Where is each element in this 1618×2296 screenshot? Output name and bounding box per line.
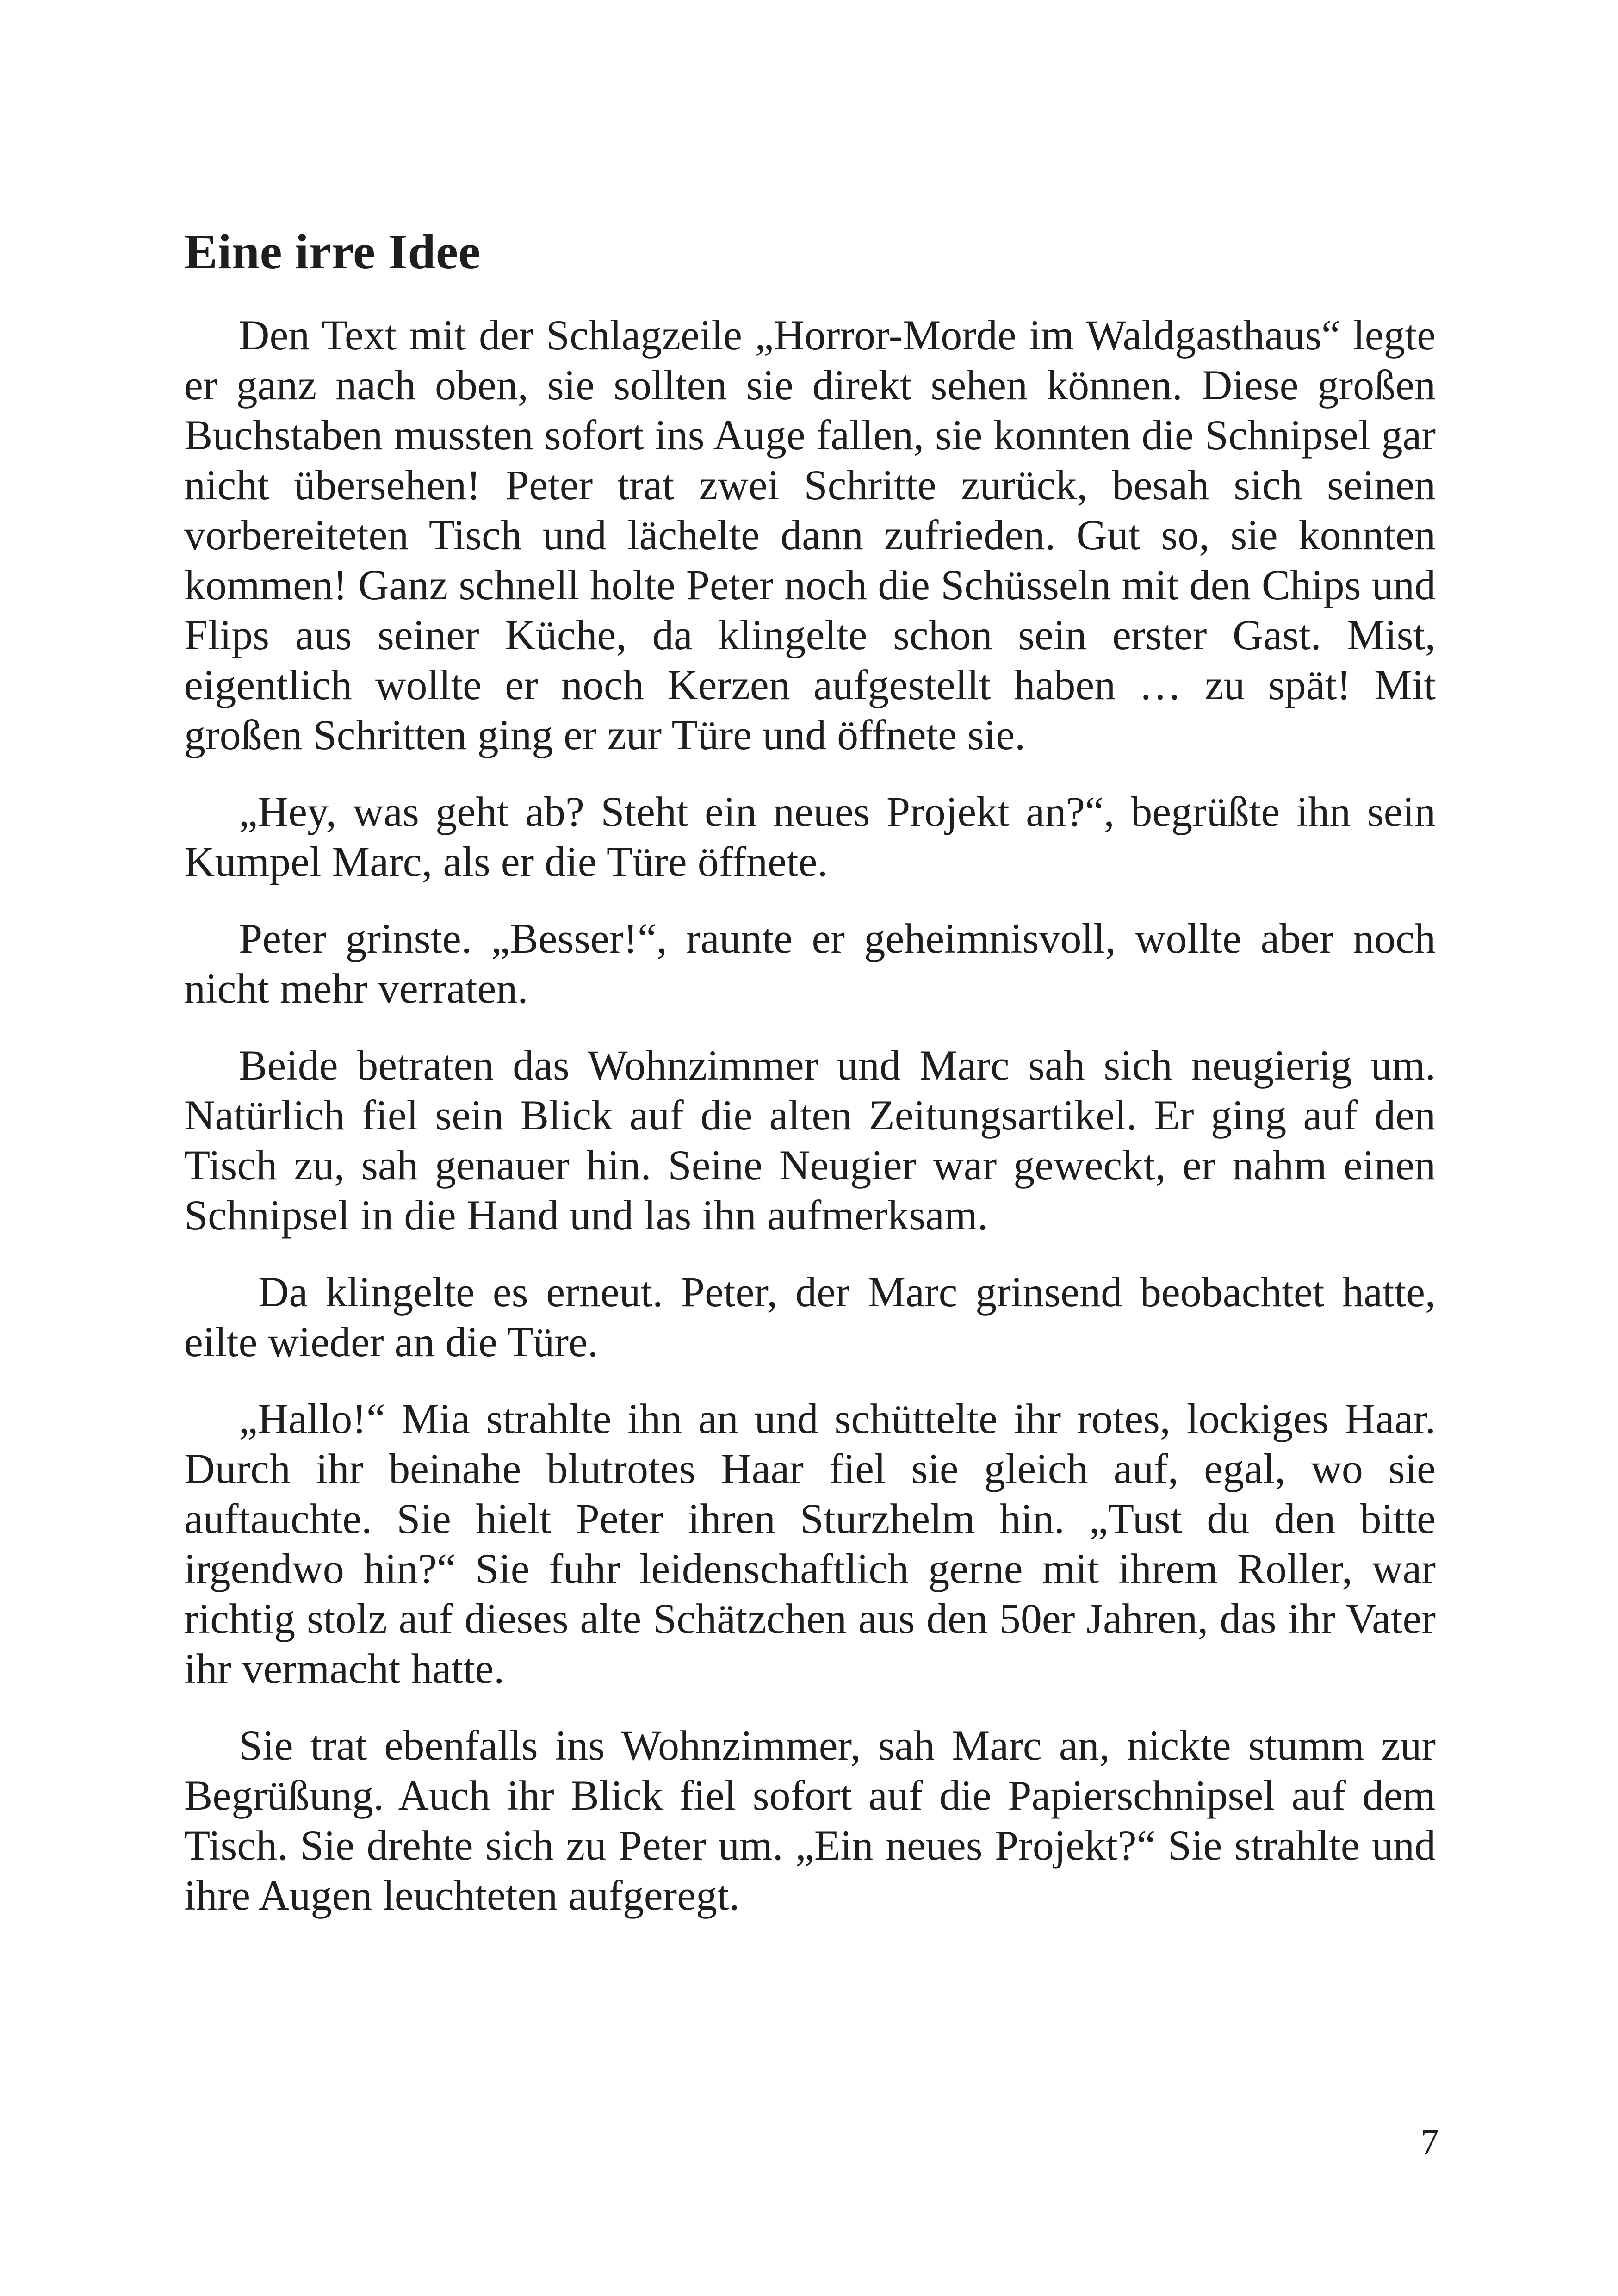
paragraph-1: Den Text mit der Schlagzeile „Horror-Morde im Waldgasthaus“ legte er ganz nach oben, sie sollten sie direkt sehen können. Diese großen Buchstaben mussten sofort ins Auge fallen, sie konnten die Schnipsel gar nicht übersehen! Peter trat zwei Schritte zurück, besah sich seinen vorbereiteten Tisch und lächelte dann zufrieden. Gut so, sie konnten kommen! Ganz schnell holte Peter noch die Schüsseln mit den Chips und Flips aus seiner Küche, da klingelte schon sein erster Gast. Mist, eigentlich wollte er noch Kerzen aufgestellt haben … zu spät! Mit großen Schritten ging er zur Türe und öffnete sie. (184, 311, 1436, 758)
chapter-title: Eine irre Idee (184, 224, 481, 279)
paragraph-4: Beide betraten das Wohnzimmer und Marc sah sich neugierig um. Natürlich fiel sein Blick auf die alten Zeitungsartikel. Er ging auf den Tisch zu, sah genauer hin. Seine Neugier war geweckt, er nahm einen Schnipsel in die Hand und las ihn aufmerksam. (184, 1042, 1436, 1239)
paragraph-6: „Hallo!“ Mia strahlte ihn an und schüttelte ihr rotes, lockiges Haar. Durch ihr beinahe blutrotes Haar fiel sie gleich auf, egal, wo sie auftauchte. Sie hielt Peter ihren Sturzhelm hin. „Tust du den bitte irgendwo hin?“ Sie fuhr leidenschaftlich gerne mit ihrem Roller, war richtig stolz auf dieses alte Schätzchen aus den 50er Jahren, das ihr Vater ihr vermacht hatte. (184, 1395, 1436, 1692)
page-number: 7 (1420, 2122, 1439, 2163)
chapter-body (184, 310, 1436, 1947)
paragraph-5: Da klingelte es erneut. Peter, der Marc grinsend beobachtet hatte, eilte wieder an die Türe. (184, 1268, 1436, 1365)
paragraph-3: Peter grinste. „Besser!“, raunte er geheimnisvoll, wollte aber noch nicht mehr verraten. (184, 915, 1436, 1012)
paragraph-2: „Hey, was geht ab? Steht ein neues Projekt an?“, begrüßte ihn sein Kumpel Marc, als er die Türe öffnete. (184, 788, 1436, 885)
paragraph-7: Sie trat ebenfalls ins Wohnzimmer, sah Marc an, nickte stumm zur Begrüßung. Auch ihr Blick fiel sofort auf die Papierschnipsel auf dem Tisch. Sie drehte sich zu Peter um. „Ein neues Projekt?“ Sie strahlte und ihre Augen leuchteten aufgeregt. (184, 1722, 1436, 1919)
